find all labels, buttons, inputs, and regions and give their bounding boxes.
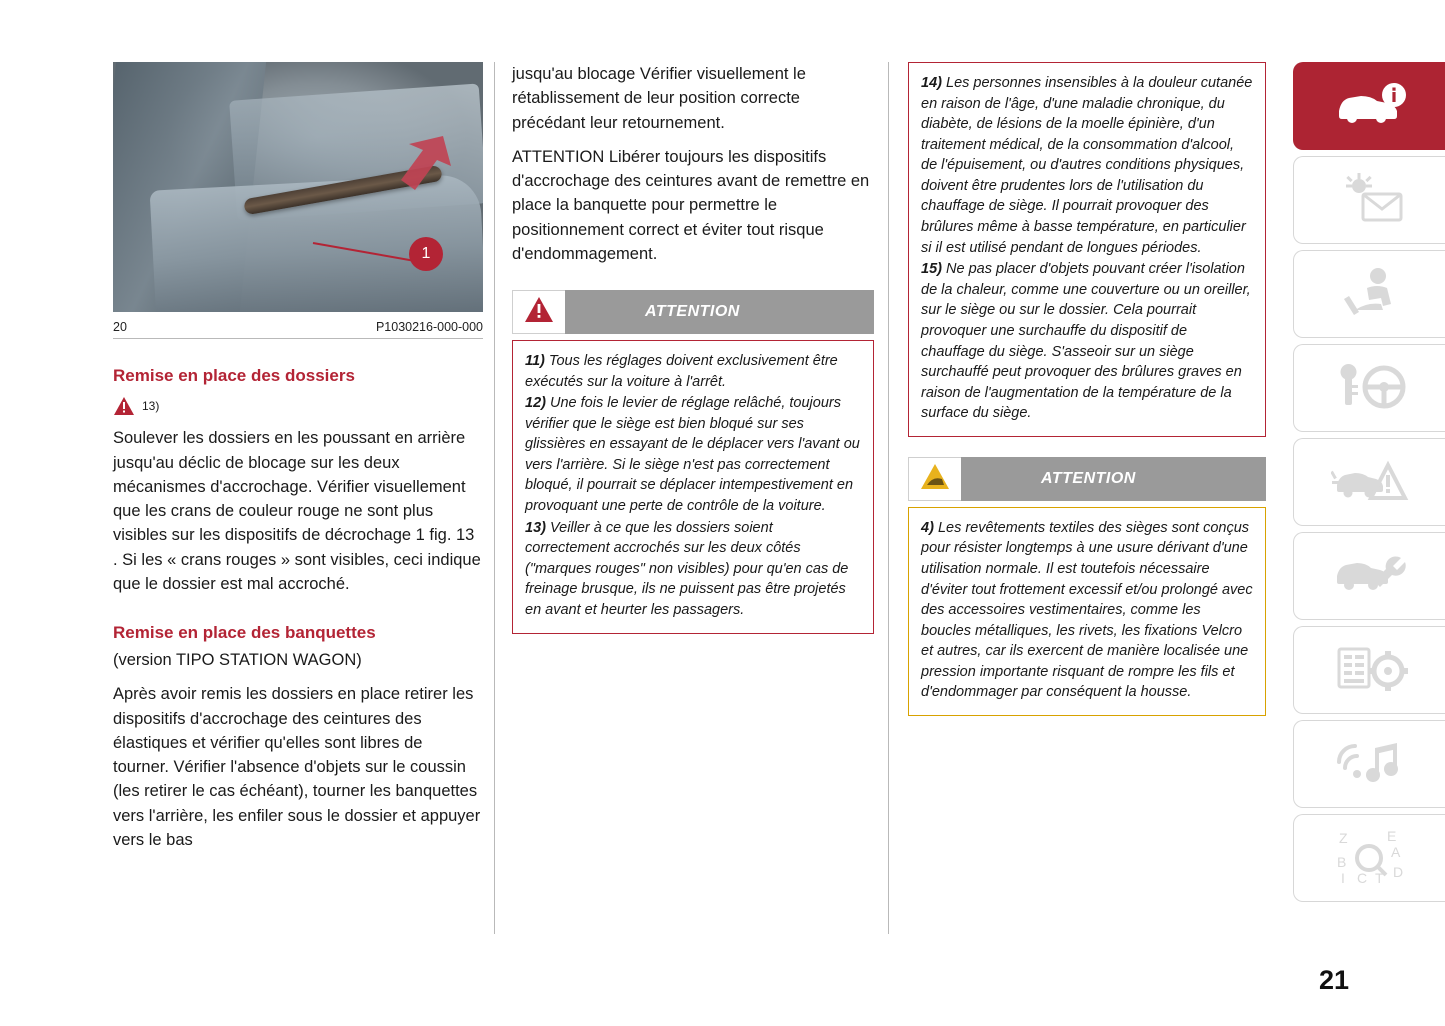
attention-banner-middle — [512, 290, 874, 334]
figure-callout-1: 1 — [409, 237, 443, 271]
note-item — [525, 518, 861, 621]
key-steering-wheel-icon — [1331, 361, 1409, 416]
note-ref: 4) — [921, 519, 934, 536]
note-ref: 15) — [921, 261, 942, 278]
column-divider-1 — [494, 62, 495, 934]
note-item — [921, 259, 1253, 424]
attention-banner-label: ATTENTION — [565, 290, 874, 334]
note-ref: 14) — [921, 75, 942, 91]
warning-reference-label: 13) — [142, 399, 160, 414]
page-number: 21 — [1318, 965, 1349, 995]
tab-safety[interactable] — [1293, 250, 1445, 338]
attention-banner-icon-box — [908, 457, 961, 501]
attention-banner-right — [908, 457, 1266, 501]
note-text: Une fois le levier de réglage relâché, toujours vérifier que le siège est bien bloqué sur ses glissières en essayant de le déplacer vers l'avant ou vers l'arrière. Si le siège n'est pas correctement bloqué, il pourrait se déplacer intempestivement en provoquant une perte de contrôle de la voiture. — [525, 395, 860, 515]
notes-box-top-right — [908, 62, 1266, 437]
svg-text:Z: Z — [1338, 829, 1348, 846]
alphabetical-index-icon — [1331, 825, 1409, 892]
paragraph-continuation: jusqu'au blocage Vérifier visuellement le rétablissement de leur position correcte précédant leur retournement. — [512, 65, 806, 132]
note-text: Tous les réglages doivent exclusivement être exécutés sur la voiture à l'arrêt. — [525, 353, 838, 390]
lights-envelope-icon — [1333, 172, 1407, 229]
paragraph-dossiers: Soulever les dossiers en les poussant en arrière jusqu'au déclic de blocage sur les deux mécanismes d'accrochage. Vérifier visuellement que les crans de couleur rouge ne sont plus visibles sur les dispositifs de décrochage 1 fig. 13 . Si les « crans rouges » sont visibles, ceci indique que le dossier est mal accroché. — [113, 429, 481, 593]
svg-text:T: T — [1374, 869, 1384, 886]
tab-multimedia[interactable] — [1293, 720, 1445, 808]
tab-maintenance[interactable] — [1293, 532, 1445, 620]
warning-reference-13 — [113, 396, 483, 416]
attention-banner-label: ATTENTION — [961, 457, 1266, 501]
caution-triangle-icon — [920, 463, 950, 495]
note-text: Les revêtements textiles des sièges sont conçus pour résister longtemps à une usure dérivant d'une utilisation normale. Il est toutefois nécessaire d'éviter tout frottement excessif et/ou prolongé avec des accessoires vestimentaires, comme les boucles métalliques, les rivets, les fixations Velcro et autres, car ils exercent de manière localisée une pression importante risquant de rompre les fils et d'endommager par conséquent la housse. — [921, 519, 1253, 701]
note-item — [921, 73, 1253, 258]
attention-banner-icon-box — [512, 290, 565, 334]
figure-caption — [113, 320, 483, 339]
tab-index[interactable] — [1293, 814, 1445, 902]
note-ref: 12) — [525, 395, 546, 412]
note-text: Les personnes insensibles à la douleur cutanée en raison de l'âge, d'une maladie chronique, du diabète, de lésions de la moelle épinière, d'un traitement médical, de la consommation d'alcool, de l'épuisement, ou d'autres conditions physiques, doivent être prudentes lors de l'utilisation du chauffage de siège. Il pourrait provoquer des brûlures même à basse température, en particulier si il est utilisé pendant de longues périodes. — [921, 75, 1253, 256]
svg-text:B: B — [1336, 853, 1346, 870]
specs-gear-icon — [1331, 643, 1409, 698]
svg-text:A: A — [1390, 843, 1400, 860]
car-info-icon — [1333, 81, 1407, 132]
warning-triangle-car-icon — [1331, 455, 1409, 510]
column-left — [113, 62, 483, 852]
column-divider-2 — [888, 62, 889, 934]
subtitle-version-station-wagon: (version TIPO STATION WAGON) — [113, 651, 362, 670]
tab-emergency[interactable] — [1293, 438, 1445, 526]
notes-box-bottom-right — [908, 507, 1266, 716]
figure-caption-left: 20 — [113, 320, 127, 334]
tab-lights-signals[interactable] — [1293, 156, 1445, 244]
figure-image — [113, 62, 483, 312]
notes-box-middle — [512, 340, 874, 634]
heading-remise-banquettes: Remise en place des banquettes — [113, 623, 376, 642]
warning-triangle-icon — [524, 296, 554, 328]
section-tab-rail — [1293, 62, 1445, 908]
note-item — [525, 351, 861, 392]
svg-text:I: I — [1340, 869, 1345, 886]
note-ref: 13) — [525, 519, 546, 536]
paragraph-attention-inline: ATTENTION Libérer toujours les dispositifs d'accrochage des ceintures avant de remettre en place la banquette pour permettre le positionnement correct et éviter tout risque d'endommagement. — [512, 147, 870, 263]
heading-remise-dossiers: Remise en place des dossiers — [113, 366, 355, 385]
paragraph-banquettes: Après avoir remis les dossiers en place retirer les dispositifs d'accrochage des ceintures des élastiques et vérifier qu'elles sont libres de tourner. Vérifier l'absence d'objets sur le coussin (les retirer le cas échéant), tourner les banquettes vers l'arrière, les enfiler sous le dossier et appuyer vers le bas — [113, 685, 481, 849]
tab-starting-driving[interactable] — [1293, 344, 1445, 432]
svg-text:E: E — [1386, 827, 1396, 844]
column-right — [908, 62, 1266, 716]
note-text: Veiller à ce que les dossiers soient correctement accrochés sur les deux côtés ("marques rouges" non visibles) pour qu'en cas de freinage brusque, ils ne puissent pas être projetés en avant et heurter les passagers. — [525, 519, 849, 618]
note-text: Ne pas placer d'objets pouvant créer l'isolation de la chaleur, comme une couverture ou un oreiller, sur le siège ou sur le dossier. Cela pourrait provoquer une surchauffe du dispositif de chauffage du siège. S'asseoir sur un siège surchauffé peut provoquer des brûlures graves en raison de l'augmentation de la température de la surface du siège. — [921, 261, 1251, 422]
svg-text:D: D — [1392, 863, 1403, 880]
tab-dashboard-info[interactable] — [1293, 62, 1445, 150]
car-wrench-icon — [1331, 550, 1409, 603]
svg-text:C: C — [1356, 869, 1367, 886]
column-middle — [512, 62, 874, 634]
seatbelt-person-icon — [1333, 266, 1407, 323]
note-item — [525, 393, 861, 516]
warning-triangle-icon — [113, 396, 135, 416]
tab-technical-specs[interactable] — [1293, 626, 1445, 714]
note-ref: 11) — [525, 353, 545, 369]
figure-caption-right: P1030216-000-000 — [375, 320, 483, 334]
music-wifi-icon — [1331, 738, 1409, 791]
note-item — [921, 518, 1253, 703]
